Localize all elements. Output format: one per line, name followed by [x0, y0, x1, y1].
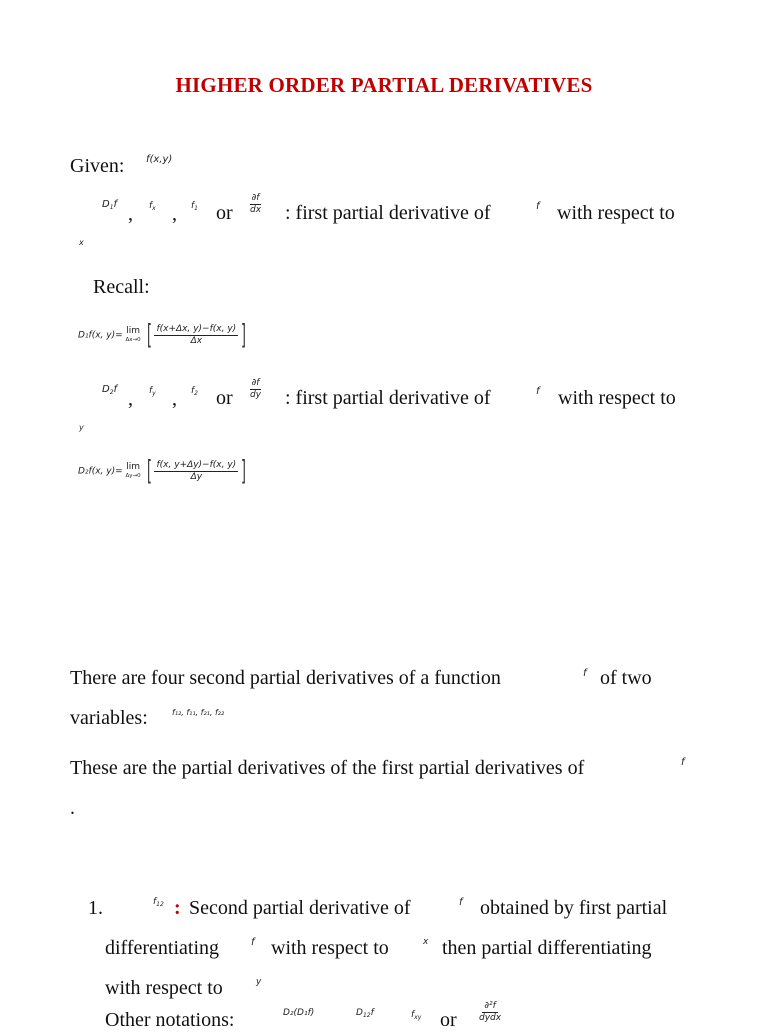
paragraph-text: of two — [600, 667, 652, 689]
function-f: f — [459, 897, 463, 908]
variable-x: x — [79, 238, 84, 247]
or-word: or — [216, 387, 233, 409]
partial-fraction-dy: $\frac{\partial f}{dy}$ — [250, 378, 262, 400]
or-word: or — [216, 202, 233, 224]
description-text: : first partial derivative of — [285, 202, 491, 224]
notation-fxy: $f_{xy}$ — [411, 1010, 422, 1021]
given-label: Given: — [70, 155, 125, 177]
item-text: Second partial derivative of — [189, 897, 411, 919]
variable-y: y — [256, 977, 262, 987]
notation-fx: $f_x$ — [149, 201, 156, 212]
comma: , — [128, 203, 133, 225]
function-f: f — [536, 201, 540, 212]
with-respect-to-text: with respect to — [557, 202, 675, 224]
notation-d2-d1f: D₂(D₁f) — [283, 1008, 315, 1018]
notation-d2f: $D_2f$ — [102, 384, 118, 396]
function-f: f — [251, 937, 255, 948]
comma: , — [172, 203, 177, 225]
notation-d12f: $D_{12}f$ — [356, 1008, 374, 1019]
item-text: with respect to — [271, 937, 389, 959]
function-f: f — [536, 386, 540, 397]
with-respect-to-text: with respect to — [558, 387, 676, 409]
description-text: : first partial derivative of — [285, 387, 491, 409]
colon: : — [174, 897, 181, 919]
paragraph-text: variables: — [70, 707, 148, 729]
other-notations-label: Other notations: — [105, 1009, 235, 1031]
variable-y: y — [79, 423, 84, 432]
item-text: then partial differentiating — [442, 937, 652, 959]
comma: , — [172, 388, 177, 410]
derivatives-list: f₁₂, f₁₁, f₂₁, f₂₂ — [172, 708, 225, 717]
limit-definition-d1: D₁f(x, y)= lim Δx→0 [ $\frac{f(x+\Delta x, y)-f(x, y)}{\Delta x}$ ] — [78, 318, 247, 351]
limit-definition-d2: D₂f(x, y)= lim Δy→0 [ $\frac{f(x, y+\Delta y)-f(x, y)}{\Delta y}$ ] — [78, 454, 247, 487]
recall-label: Recall: — [93, 276, 150, 298]
paragraph-text: There are four second partial derivatives of a function — [70, 667, 501, 689]
notation-fy: $f_y$ — [149, 386, 156, 397]
variable-x: x — [423, 937, 429, 947]
second-partial-fraction: $\frac{\text{∂²f}}{\text{dydx}}$ — [479, 1001, 502, 1023]
function-f: f — [583, 668, 587, 679]
comma: , — [128, 388, 133, 410]
given-function: f(x,y) — [146, 154, 173, 165]
notation-f2: $f_2$ — [191, 386, 198, 397]
paragraph-text: These are the partial derivatives of the first partial derivatives of — [70, 757, 585, 779]
item-text: differentiating — [105, 937, 220, 959]
partial-fraction-dx: $\frac{\partial f}{dx}$ — [250, 193, 262, 215]
notation-d1f: $D_1f$ — [102, 199, 118, 211]
page-title: HIGHER ORDER PARTIAL DERIVATIVES — [175, 73, 593, 97]
list-number: 1. — [88, 897, 103, 919]
or-word: or — [440, 1009, 457, 1031]
notation-f1: $f_1$ — [191, 201, 198, 212]
item-text: with respect to — [105, 977, 223, 999]
symbol-f12: $f_{12}$ — [153, 897, 164, 908]
item-text: obtained by first partial — [480, 897, 668, 919]
function-f: f — [681, 757, 685, 768]
paragraph-period: . — [70, 797, 75, 819]
